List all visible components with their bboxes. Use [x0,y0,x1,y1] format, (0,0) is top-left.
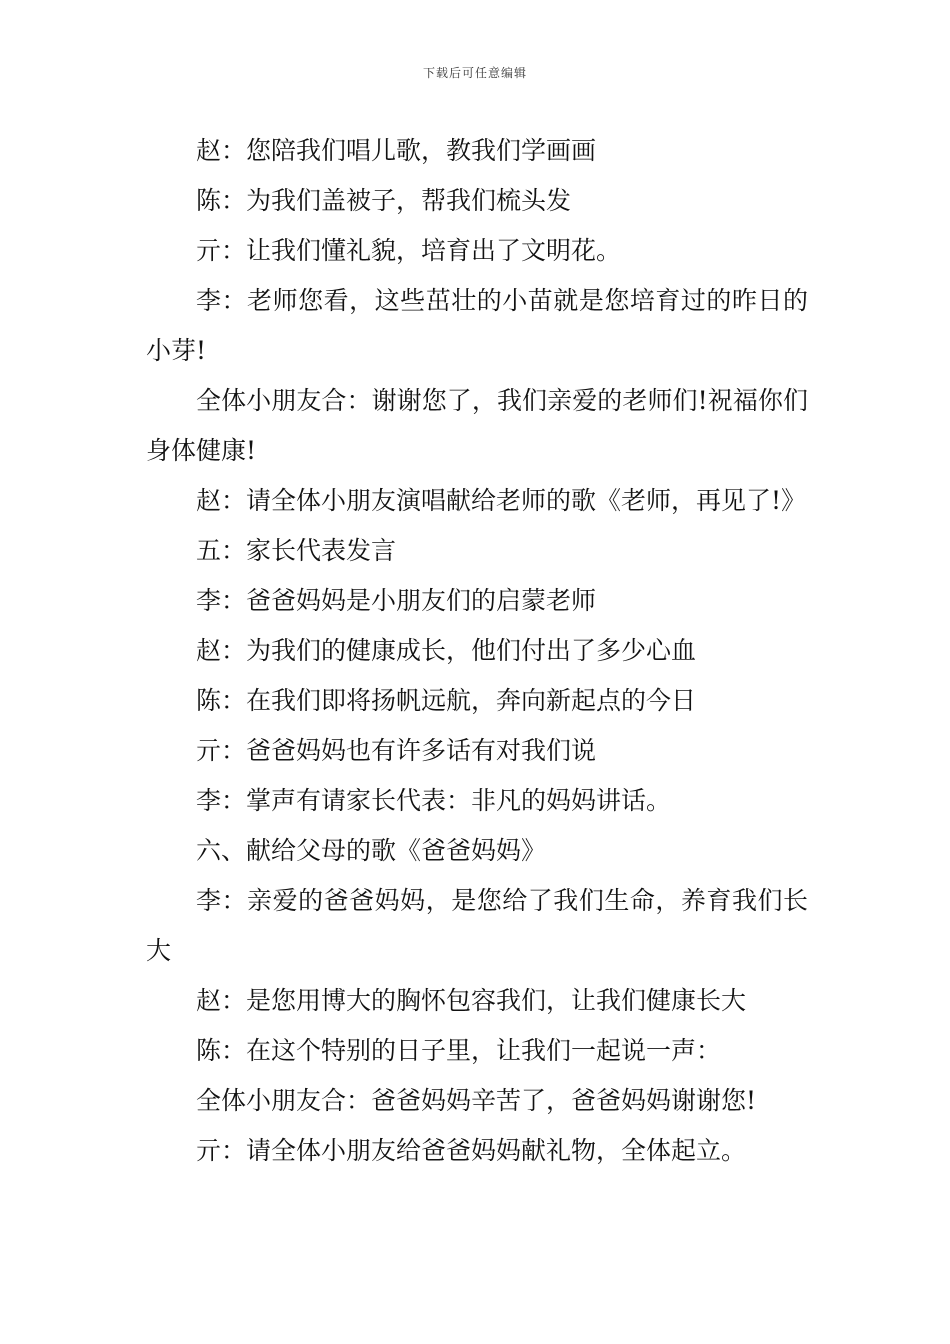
paragraph-9: 赵：为我们的健康成长，他们付出了多少心血 [196,636,697,665]
paragraph-17: 全体小朋友合：爸爸妈妈辛苦了，爸爸妈妈谢谢您! [196,1086,757,1115]
paragraph-10: 陈：在我们即将扬帆远航，奔向新起点的今日 [196,686,697,715]
paragraph-1: 赵：您陪我们唱儿歌，教我们学画画 [196,136,597,165]
paragraph-5: 全体小朋友合：谢谢您了，我们亲爱的老师们!祝福你们身体健康! [146,386,808,465]
paragraph-6: 赵：请全体小朋友演唱献给老师的歌《老师，再见了!》 [196,486,807,515]
page-header: 下载后可任意编辑 [422,66,527,80]
document-body [146,126,808,1176]
paragraph-18: 亓：请全体小朋友给爸爸妈妈献礼物，全体起立。 [196,1136,747,1165]
paragraph-7: 五：家长代表发言 [196,536,397,565]
paragraph-16: 陈：在这个特别的日子里，让我们一起说一声： [196,1036,722,1065]
paragraph-2: 陈：为我们盖被子，帮我们梳头发 [196,186,572,215]
paragraph-13: 六、献给父母的歌《爸爸妈妈》 [196,836,547,865]
paragraph-14: 李：亲爱的爸爸妈妈，是您给了我们生命，养育我们长大 [146,886,808,965]
paragraph-12: 李：掌声有请家长代表：非凡的妈妈讲话。 [196,786,672,815]
paragraph-15: 赵：是您用博大的胸怀包容我们，让我们健康长大 [196,986,747,1015]
paragraph-8: 李：爸爸妈妈是小朋友们的启蒙老师 [196,586,597,615]
paragraph-4: 李：老师您看，这些茁壮的小苗就是您培育过的昨日的小芽! [146,286,808,365]
paragraph-11: 亓：爸爸妈妈也有许多话有对我们说 [196,736,597,765]
paragraph-3: 亓：让我们懂礼貌，培育出了文明花。 [196,236,622,265]
